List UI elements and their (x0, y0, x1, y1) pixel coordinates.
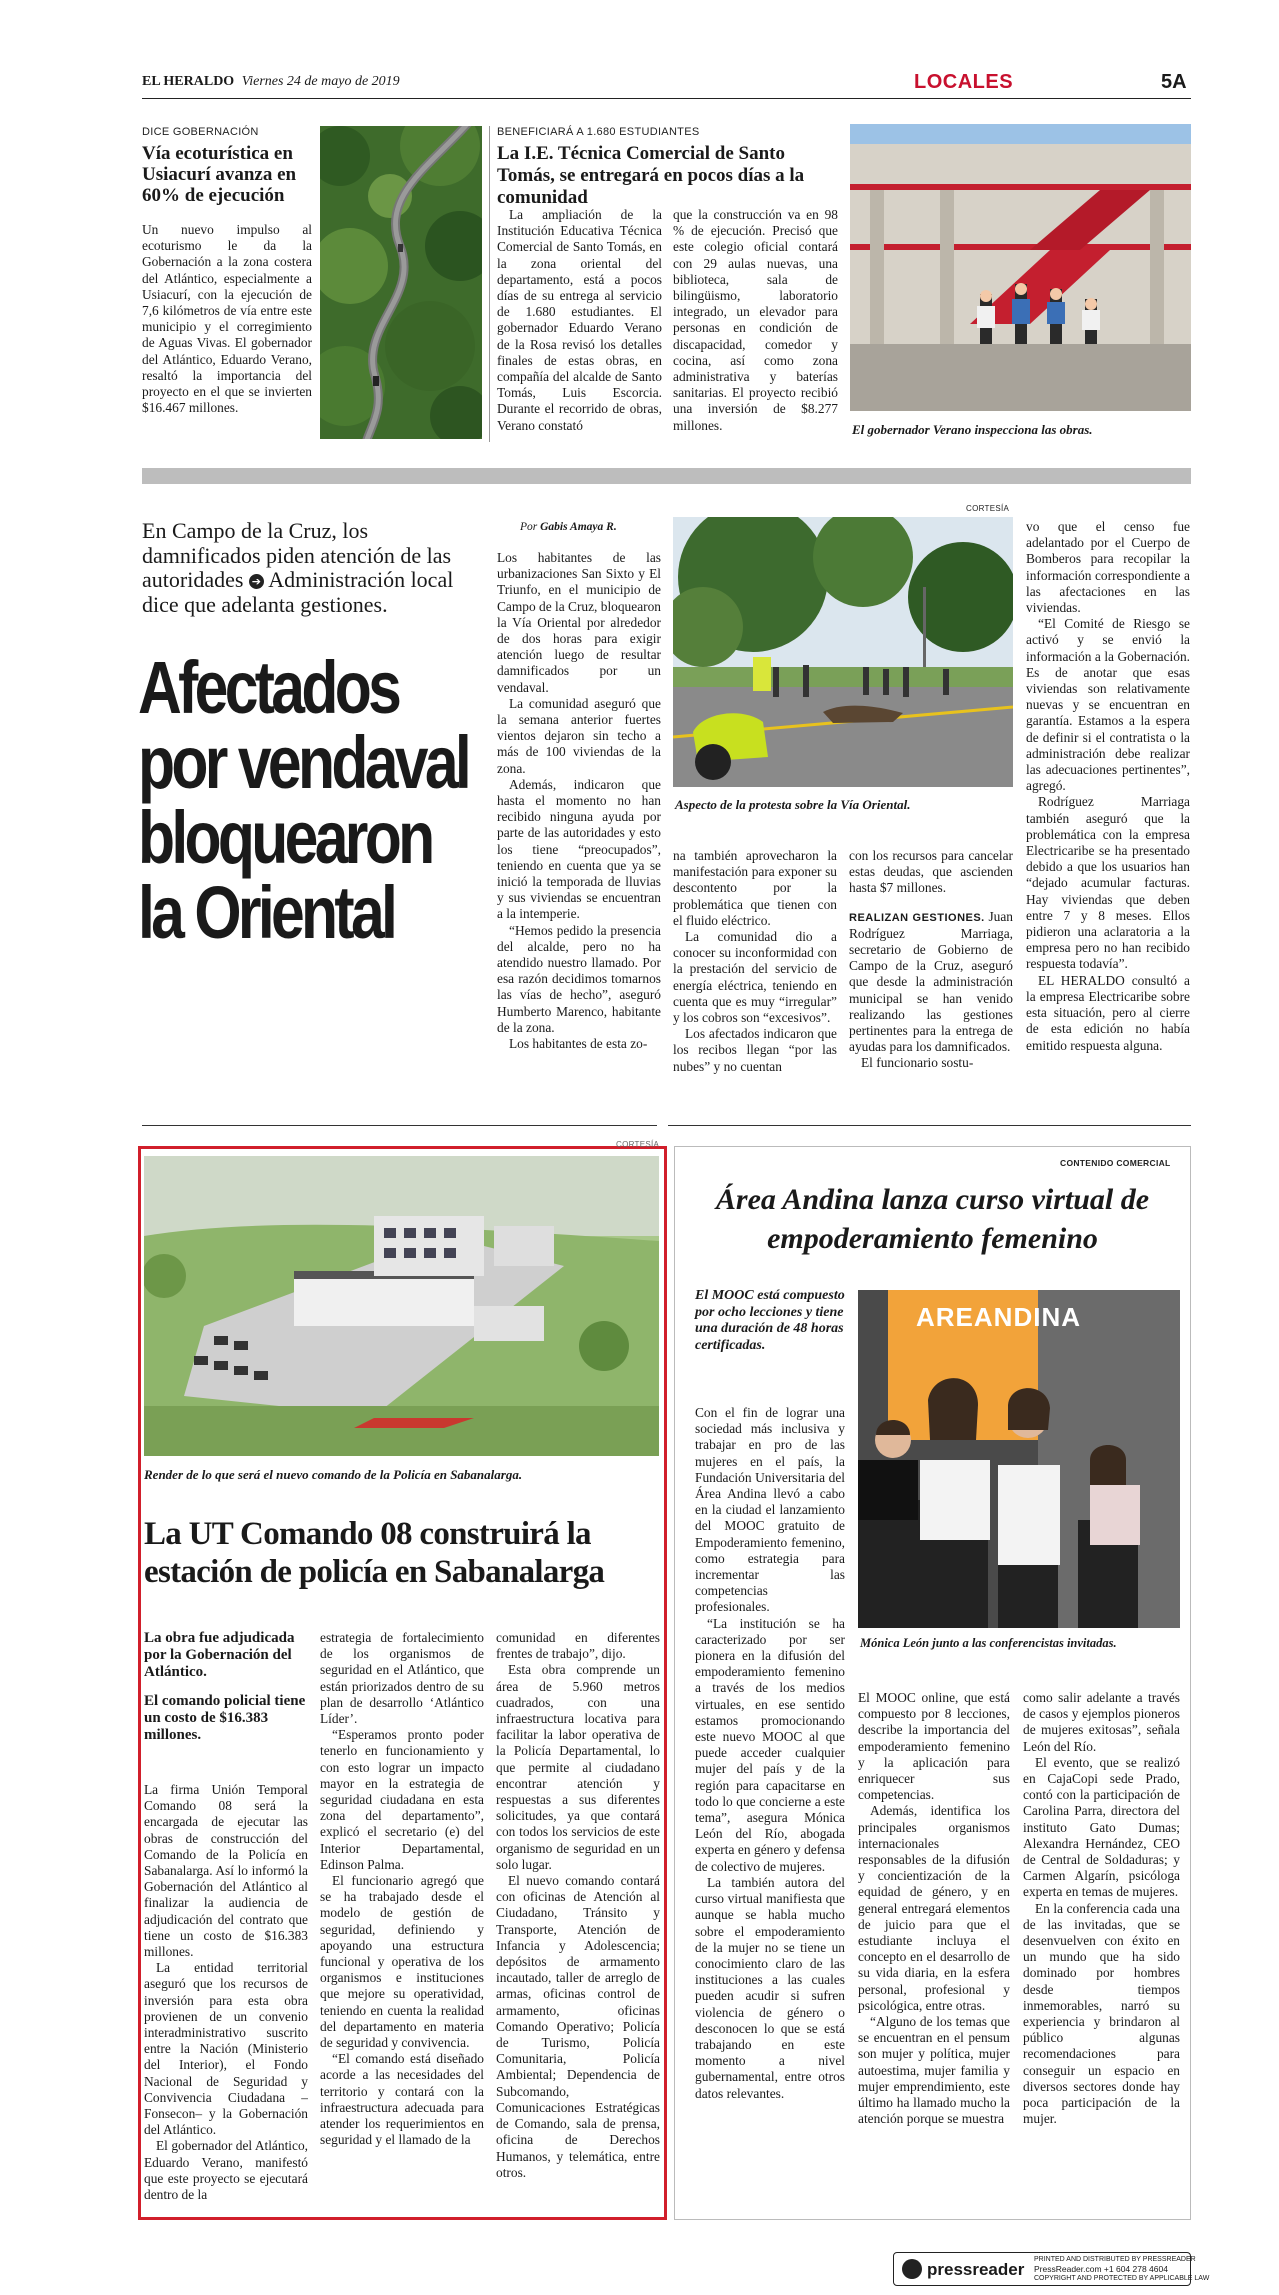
story2-photo-caption: El gobernador Verano inspecciona las obras. (852, 422, 1093, 437)
story5-col2 (858, 1690, 1010, 2195)
story5-paragraph: “Alguno de los temas que se encuentran en el pensum son mujer y política, mujer autoestima, mujer familia y mujer emprendimiento, este último ha llamado mucho la atención porque se muestra (858, 2014, 1010, 2127)
story1-headline: Vía ecoturística en Usiacurí avanza en 60% de ejecución (142, 143, 297, 206)
pressreader-badge (893, 2252, 1210, 2286)
story4-paragraph: comunidad en diferentes frentes de trabajo”, dijo. (496, 1630, 660, 1662)
masthead-line (142, 74, 400, 90)
road-aerial-illustration (320, 126, 482, 439)
police-station-render (144, 1156, 659, 1456)
story4-col3 (496, 1630, 660, 2215)
bottom-section-rule (142, 1125, 657, 1126)
story5-photo-caption: Mónica León junto a las conferencistas invitadas. (860, 1636, 1117, 1650)
credit-line: COPYRIGHT AND PROTECTED BY APPLICABLE LAW (1034, 2275, 1210, 2282)
story3-paragraph: con los recursos para cancelar estas deudas, que ascienden hasta $7 millones. (849, 848, 1013, 896)
story4-summary-2: El comando policial tiene un costo de $16.383 millones. (144, 1693, 306, 1743)
headline-line: Afectados (138, 646, 399, 729)
masthead: EL HERALDO (142, 74, 235, 89)
story2-headline: La I.E. Técnica Comercial de Santo Tomás, se entregará en pocos días a la comunidad (497, 143, 805, 208)
story1-paragraph: Un nuevo impulso al ecoturismo le da la Gobernación a la zona costera del Atlántico, especialmente a Usiacurí, con la ejecución de 7,6 kilómetros de vía entre este municipio y el corregimiento de Aguas Vivas. El gobernador del Atlántico, Eduardo Verano, resaltó la importancia del proyecto en el que se invierten $16.467 millones. (142, 222, 312, 416)
story4-paragraph: La entidad territorial aseguró que los recursos de inversión para esta obra provienen de un convenio interadministrativo suscrito entre la Nación (Ministerio del Interior), el Fondo Nacional de Seguridad y Convivencia Ciudadana –Fonsecon– y la Gobernación del Atlántico. (144, 1960, 308, 2138)
story5-paragraph: Además, identifica los principales organismos internacionales responsables de la difusión y concientización de la equidad de género, y en general entregará elementos de juicio para que el estudiante incluya el concepto en el desarrollo de su vida diaria, en la esfera personal, profesional y psicológica, entre otras. (858, 1803, 1010, 2013)
story5-paragraph: El evento, que se realizó en CajaCopi sede Prado, contó con la participación de Carolina Parra, directora del instituto Gato Dumas; Alexandra Hernández, CEO de Central de Soldaduras; y Carmen Algarín, psicóloga experta en temas de mujeres. (1023, 1754, 1180, 1900)
women-conference-illustration (858, 1290, 1180, 1628)
bottom-section-rule (668, 1125, 1191, 1126)
story4-col1 (144, 1782, 308, 2215)
story3-byline (520, 521, 617, 533)
story5-paragraph: “La institución se ha caracterizado por ser pionera en la difusión del empoderamiento femenino a través de los medios virtuales, en ese sentido estamos promocionando este nuevo MOOC al que puede acceder cualquier mujer del país y de la región para capacitarse en todo lo que concierne a este tema”, asegura Mónica León del Río, abogada experta en género y defensa de colectivo de mujeres. (695, 1615, 845, 1874)
protest-photo (673, 517, 1013, 787)
byline-name: Gabis Amaya R. (540, 521, 617, 533)
commercial-label: CONTENIDO COMERCIAL (1060, 1158, 1171, 1168)
banner-logo-text: AREANDINA (916, 1302, 1081, 1332)
story3-paragraph: Además, indicaron que hasta el momento no han recibido ninguna ayuda por parte de las autoridades y esto los tiene “preocupados”, teniendo en cuenta que ya se inició la temporada de lluvias y sus viviendas se encuentran a la intemperie. (497, 776, 661, 922)
story4-headline: La UT Comando 08 construirá la estación de policía en Sabanalarga (144, 1516, 605, 1590)
story4-paragraph: “El comando está diseñado acorde a las necesidades del territorio y contará con la infraestructura adecuada para atender los requerimientos en seguridad y el llamado de la (320, 2051, 484, 2148)
credit-line: PRINTED AND DISTRIBUTED BY PRESSREADER (1034, 2256, 1196, 2263)
story3-paragraph: “El Comité de Riesgo se activó y se envió la información a la Gobernación. Es de anotar que esas viviendas son relativamente nuevas y se encuentran en garantía. Estamos a la espera de definir si el contratista o la administración debe realizar las adecuaciones pertinentes”, agregó. (1026, 616, 1190, 794)
police-station-illustration (144, 1156, 659, 1456)
story4-paragraph: El nuevo comando contará con oficinas de Atención al Ciudadano, Tránsito y Transporte, Atención de Infancia y Adolescencia; depósitos de armamento incautado, taller de arreglo de armas, oficinas control de armamento, oficinas Comando Operativo; Policía de Turismo, Policía Comunitaria, Policía Ambiental; Dependencia de Subcomando, Comunicaciones Estratégicas de Comando, sala de prensa, oficina de Derechos Humanos, y telemática, entre otros. (496, 1873, 660, 2180)
story3-paragraph: La comunidad dio a conocer su inconformidad con la prestación del servicio de energía eléctrica, teniendo en cuenta que es muy “irregular” y los cobros son “excesivos”. (673, 929, 837, 1026)
story5-col1 (695, 1405, 845, 2195)
column-divider (489, 126, 490, 442)
story2-kicker: BENEFICIARÁ A 1.680 ESTUDIANTES (497, 126, 700, 138)
story3-paragraph: Los habitantes de las urbanizaciones San Sixto y El Triunfo, en el municipio de Campo de la Cruz, bloquearon la Vía Oriental por alrededor de dos horas para exigir atención luego de resultar damnificados por un vendaval. (497, 550, 661, 695)
story2-col1 (497, 207, 662, 444)
story3-paragraph: “Hemos pedido la presencia del alcalde, pero no ha atendido nuestro llamado. Por esa razón decidimos tomarnos las vías de hecho”, aseguró Humberto Marenco, habitante de la zona. (497, 922, 661, 1035)
road-protest-illustration (673, 517, 1013, 787)
story5-paragraph: La también autora del curso virtual manifiesta que aunque se habla mucho sobre el empoderamiento de la mujer no se tiene un conocimiento claro de las instituciones a las cuales pueden acudir si sufren violencia de género o desconocen lo que se está trabajando en este momento a nivel gubernamental, entre otros datos relevantes. (695, 1874, 845, 2101)
story4-photo-credit: CORTESÍA (616, 1140, 660, 1149)
story3-col2 (673, 848, 837, 1088)
story4-paragraph: El gobernador del Atlántico, Eduardo Verano, manifestó que este proyecto se ejecutará dentro de la (144, 2138, 308, 2203)
story5-headline: Área Andina lanza curso virtual de empoderamiento femenino (715, 1183, 1150, 1255)
story3-subhead: REALIZAN GESTIONES. (849, 911, 985, 924)
pressreader-credits (1034, 2255, 1209, 2284)
story2-paragraph: que la construcción va en 98 % de ejecución. Precisó que este colegio oficial contará con 29 aulas nuevas, una biblioteca, sala de bilingüismo, laboratorio integrado, un elevador para personas en condición de discapacidad, comedor y cocina, así como zona administrativa y baterías sanitarias. El proyecto recibió una inversión de $8.277 millones. (673, 207, 838, 433)
road-aerial-photo (320, 126, 482, 439)
header-rule (142, 98, 1191, 99)
story3-paragraph: La comunidad aseguró que la semana anterior fuertes vientos dejaron sin techo a más de 100 viviendas de la zona. (497, 695, 661, 776)
story2-col2 (673, 207, 838, 444)
section-divider-band (142, 468, 1191, 484)
story3-subhead-paragraph (849, 909, 1013, 1056)
story4-paragraph: Esta obra comprende un área de 5.960 metros cuadrados, con una infraestructura locativa para facilitar la labor operativa de la Policía Departamental, lo que permite al ciudadano encontrar atención y respuestas a sus diferentes solicitudes, ya que contará con todos los servicios de este organismo de seguridad en un solo lugar. (496, 1662, 660, 1872)
story3-paragraph: El funcionario sostu- (861, 1055, 974, 1071)
story4-paragraph: La firma Unión Temporal Comando 08 será la encargada de ejecutar las obras de construcción del Comando de la Policía en Sabanalarga. Así lo informó la Gobernación del Atlántico al finalizar la audiencia de adjudicación del contrato que tiene un costo de $16.383 millones. (144, 1782, 308, 1960)
story2-paragraph: La ampliación de la Institución Educativa Técnica Comercial de Santo Tomás, en la zona oriental del departamento, está a pocos días de su entrega al servicio de 1.680 estudiantes. El gobernador Eduardo Verano de la Rosa revisó los detalles finales de estas obras, en compañía del alcalde de Santo Tomás, Luis Escorcia. Durante el recorrido de obras, Verano constató (497, 207, 662, 433)
story3-deck (142, 519, 482, 617)
story1-body (142, 222, 312, 442)
story3-paragraph: Rodríguez Marriaga también aseguró que la problemática con la empresa Electricaribe se ha presentado debido a que los usuarios han “dejado acumular facturas. Hay viviendas que deben entre 7 y 8 meses. Ellos pidieron una aclaratoria a la empresa pero no han recibido respuesta todavía”. (1026, 794, 1190, 972)
story3-headline (138, 646, 469, 954)
story5-summary: El MOOC está compuesto por ocho lecciones y tiene una duración de 48 horas certificadas. (695, 1288, 845, 1353)
story3-deck-part2: Administración local dice que adelanta gestiones. (142, 567, 454, 617)
story3-col1 (497, 550, 661, 1090)
story4-photo-caption: Render de lo que será el nuevo comando de la Policía en Sabanalarga. (144, 1467, 523, 1482)
story3-paragraph: vo que el censo fue adelantado por el Cuerpo de Bomberos para recopilar la información correspondiente a las afectaciones en las viviendas. (1026, 519, 1190, 616)
story3-paragraph: EL HERALDO consultó a la empresa Electricaribe sobre esta situación, pero al cierre de esta edición no había emitido respuesta alguna. (1026, 972, 1190, 1053)
story3-col3 (849, 848, 1013, 1088)
story4-summary (144, 1630, 314, 1744)
story4-summary-1: La obra fue adjudicada por la Gobernación del Atlántico. (144, 1630, 295, 1680)
byline-prefix: Por (520, 521, 538, 533)
headline-line: bloquearon (138, 796, 432, 879)
story3-paragraph: Los afectados indicaron que los recibos llegan “por las nubes” y no cuentan (673, 1026, 837, 1074)
conference-photo (858, 1290, 1180, 1628)
credit-line: PressReader.com +1 604 278 4604 (1034, 2263, 1168, 2274)
page-number: 5A (1161, 71, 1187, 93)
story5-paragraph: En la conferencia cada una de las invitadas, que se desenvuelven con éxito en un mundo que ha sido dominado por hombres desde tiempos inmemorables, narró su experiencia y brindaron al público algunas recomendaciones para conseguir un espacio en diversos sectores donde hay poca participación de la mujer. (1023, 1900, 1180, 2127)
school-inspection-photo (850, 124, 1191, 411)
story3-deck-part1: En Campo de la Cruz, los damnificados piden atención de las autoridades (142, 518, 452, 592)
story3-col4 (1026, 519, 1190, 1091)
story3-photo-credit: CORTESÍA (966, 504, 1010, 513)
story5-paragraph: Con el fin de lograr una sociedad más inclusiva y trabajar en pro de las mujeres en el país, la Fundación Universitaria del Área Andina llevó a cabo en la ciudad el lanzamiento del MOOC gratuito de Empoderamiento femenino, como estrategia para incrementar las competencias profesionales. (695, 1405, 845, 1615)
story1-kicker: DICE GOBERNACIÓN (142, 126, 259, 138)
headline-line: por vendaval (138, 721, 469, 804)
story5-paragraph: El MOOC online, que está compuesto por 8 lecciones, describe la importancia del empoderamiento femenino y la aplicación para enriquecer sus competencias. (858, 1690, 1010, 1803)
headline-line: la Oriental (138, 871, 395, 954)
story4-paragraph: “Esperamos pronto poder tenerlo en funcionamiento y con esto lograr un impacto mayor en la estrategia de seguridad ciudadana en esta zona del departamento”, explicó el secretario (e) del Interior Departamental, Edinson Palma. (320, 1727, 484, 1872)
story4-paragraph: estrategia de fortalecimiento de los organismos de seguridad en el Atlántico, que están priorizados dentro de su plan de desarrollo ‘Atlántico Líder’. (320, 1630, 484, 1727)
pressreader-logo-icon (902, 2259, 922, 2279)
pressreader-logo: pressreader (927, 2260, 1025, 2279)
arrow-circle-icon: ➔ (249, 574, 264, 589)
section-label: LOCALES (914, 71, 1014, 93)
story4-paragraph: El funcionario agregó que se ha trabajado desde el modelo de gestión de seguridad, definiendo y apoyando una estructura funcional y operativa de los organismos e instituciones que mejore su operatividad, teniendo en cuenta la realidad del departamento en materia de seguridad y convivencia. (320, 1873, 484, 2051)
story3-paragraph: Los habitantes de esta zo- (509, 1036, 648, 1052)
story3-paragraph: na también aprovecharon la manifestación para exponer su descontento por la problemática que tienen con el fluido eléctrico. (673, 848, 837, 928)
issue-date: Viernes 24 de mayo de 2019 (241, 74, 400, 89)
story4-col2 (320, 1630, 484, 2215)
story3-paragraph: Juan Rodríguez Marriaga, secretario de Gobierno de Campo de la Cruz, aseguró que desde la administración municipal se han venido realizando las gestiones pertinentes para la entrega de ayudas para los damnificados. (849, 908, 1013, 1055)
story3-photo-caption: Aspecto de la protesta sobre la Vía Oriental. (675, 797, 911, 812)
story5-paragraph: como salir adelante a través de casos y ejemplos pioneros de mujeres exitosas”, señala León del Río. (1023, 1690, 1180, 1754)
story5-col3 (1023, 1690, 1180, 2195)
school-building-illustration (850, 124, 1191, 411)
